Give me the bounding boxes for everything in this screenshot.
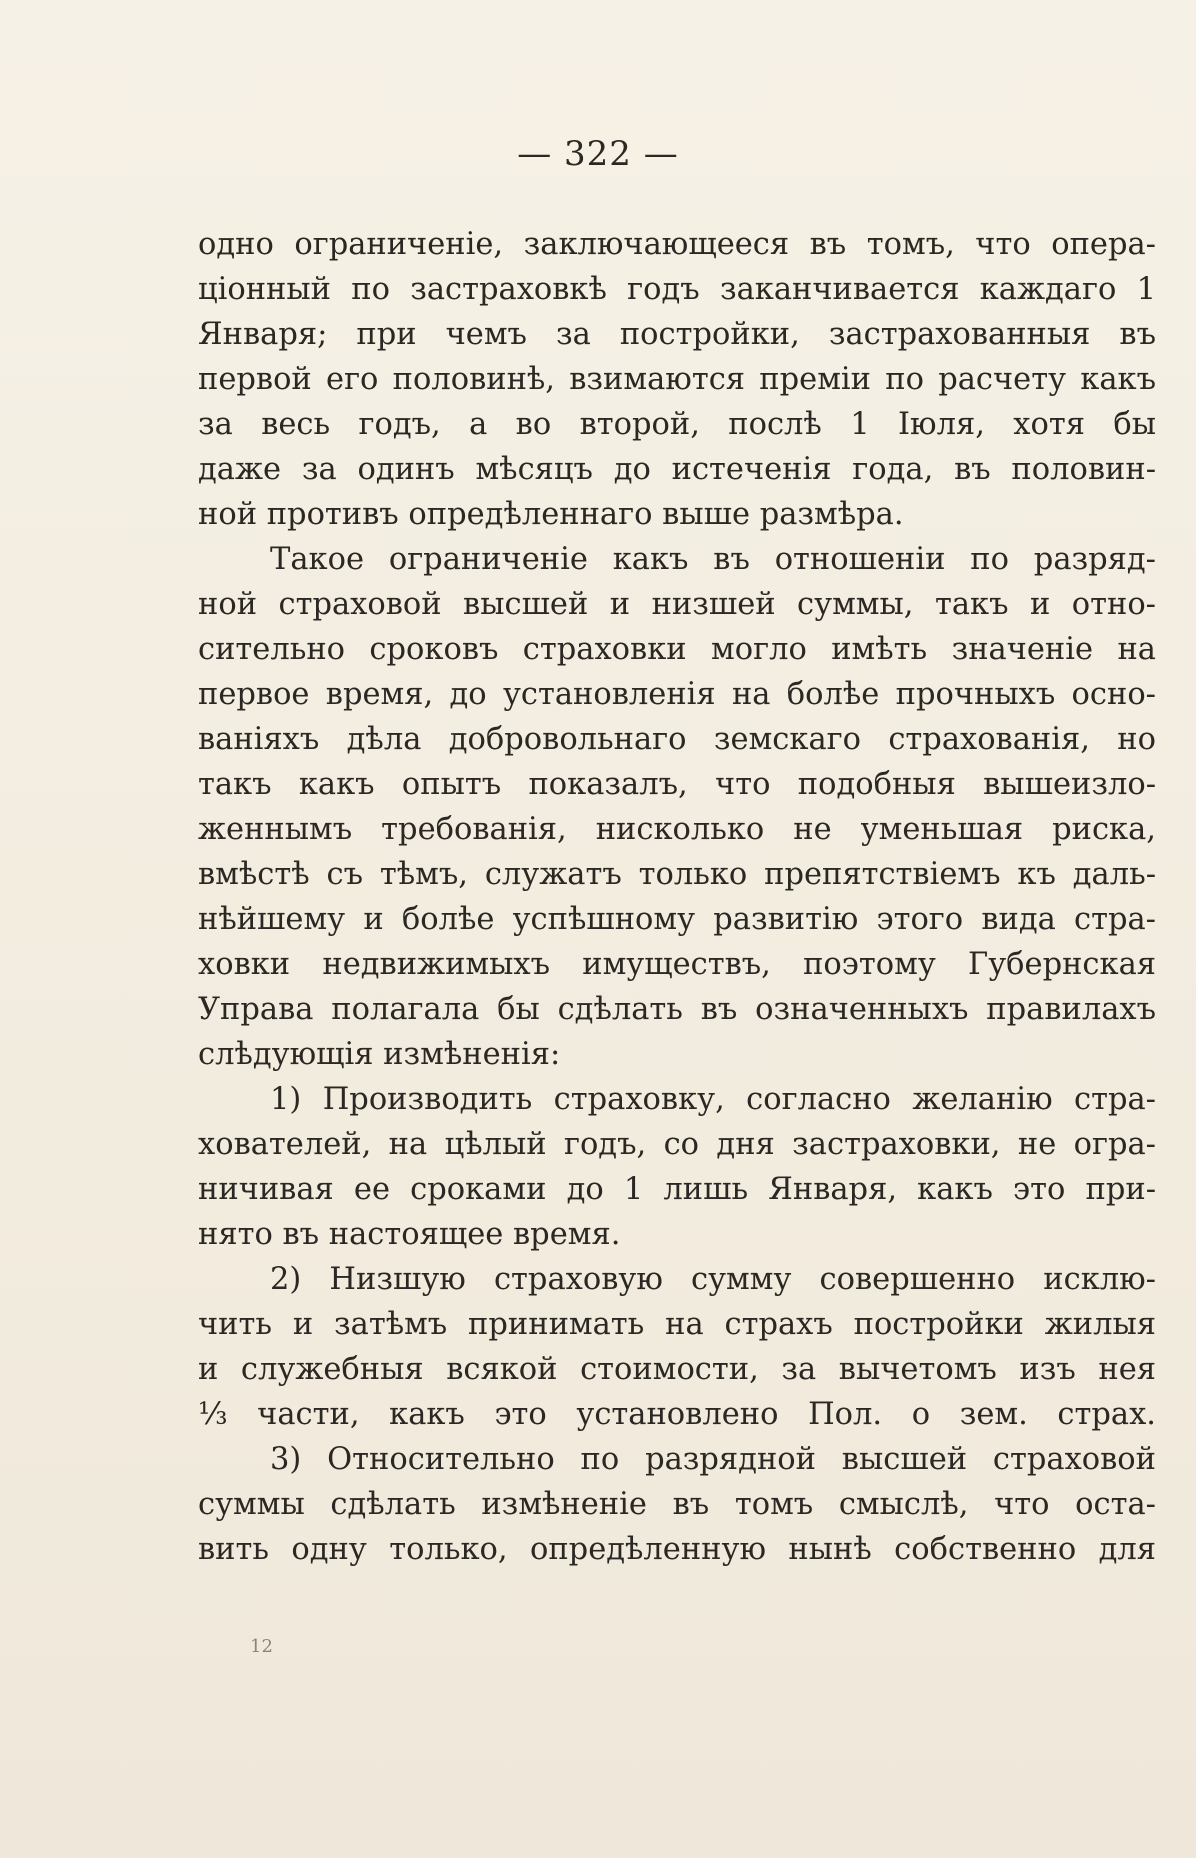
body-text: [198, 222, 1156, 1572]
text-line: первое время, до установленія на болѣе прочныхъ осно-: [198, 677, 1156, 712]
text-line: ничивая ее сроками до 1 лишь Января, какъ это при-: [198, 1172, 1156, 1207]
text-line: и служебныя всякой стоимости, за вычетомъ изъ нея: [198, 1352, 1156, 1387]
text-line: Января; при чемъ за постройки, застрахованныя въ: [198, 317, 1156, 352]
text-line: Такое ограниченіе какъ въ отношеніи по разряд-: [270, 542, 1156, 577]
text-line: хователей, на цѣлый годъ, со дня застраховки, не огра-: [198, 1127, 1156, 1162]
text-line: за весь годъ, а во второй, послѣ 1 Іюля, хотя бы: [198, 407, 1156, 442]
text-line: чить и затѣмъ принимать на страхъ постройки жилыя: [198, 1307, 1156, 1342]
text-line: одно ограниченіе, заключающееся въ томъ, что опера-: [198, 227, 1156, 262]
text-line: ховки недвижимыхъ имуществъ, поэтому Губернская: [198, 947, 1156, 982]
text-line: 2) Низшую страховую сумму совершенно исклю-: [270, 1262, 1156, 1297]
margin-mark: 12: [250, 1636, 273, 1657]
text-line: суммы сдѣлать измѣненіе въ томъ смыслѣ, что оста-: [198, 1487, 1156, 1522]
text-line: первой его половинѣ, взимаются преміи по расчету какъ: [198, 362, 1156, 397]
text-line: ціонный по застраховкѣ годъ заканчивается каждаго 1: [198, 272, 1156, 307]
text-line: даже за одинъ мѣсяцъ до истеченія года, въ половин-: [198, 452, 1156, 487]
text-line: ваніяхъ дѣла добровольнаго земскаго страхованія, но: [198, 722, 1156, 757]
text-line: 1) Производить страховку, согласно желанію стра-: [270, 1082, 1156, 1117]
text-line: слѣдующія измѣненія:: [198, 1037, 561, 1072]
text-line: Управа полагала бы сдѣлать въ означенныхъ правилахъ: [198, 992, 1156, 1027]
text-line: сительно сроковъ страховки могло имѣть значеніе на: [198, 632, 1156, 667]
text-line: 3) Относительно по разрядной высшей страховой: [270, 1442, 1156, 1477]
text-line: ной страховой высшей и низшей суммы, такъ и отно-: [198, 587, 1156, 622]
text-line: такъ какъ опытъ показалъ, что подобныя вышеизло-: [198, 767, 1156, 802]
text-line: вить одну только, опредѣленную нынѣ собственно для: [198, 1532, 1156, 1567]
text-line: вмѣстѣ съ тѣмъ, служатъ только препятствіемъ къ даль-: [198, 857, 1156, 892]
text-line: нѣйшему и болѣе успѣшному развитію этого вида стра-: [198, 902, 1156, 937]
text-line: женнымъ требованія, нисколько не уменьшая риска,: [198, 812, 1156, 847]
text-line: ⅓ части, какъ это установлено Пол. о зем. страх.: [198, 1397, 1156, 1432]
page-number: — 322 —: [517, 134, 679, 174]
text-line: ной противъ опредѣленнаго выше размѣра.: [198, 497, 904, 532]
text-line: нято въ настоящее время.: [198, 1217, 621, 1252]
